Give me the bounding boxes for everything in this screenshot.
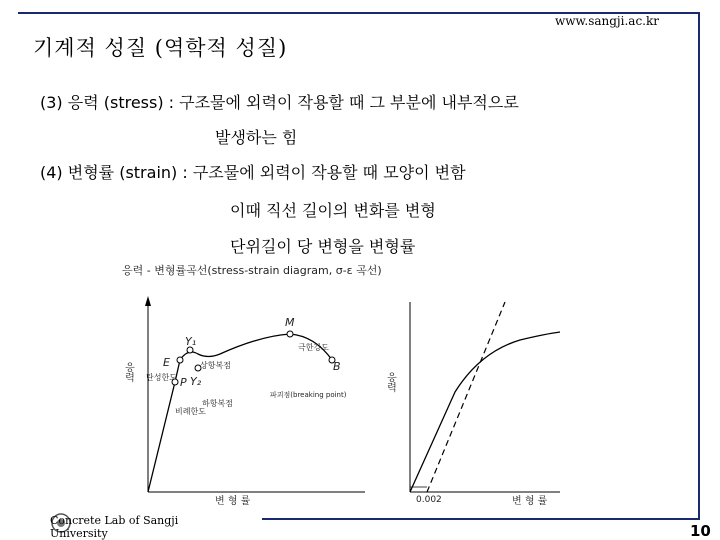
label-B: B	[333, 360, 341, 373]
left-y-arrow	[145, 296, 151, 306]
point-ultimate	[287, 331, 293, 337]
right-curve	[410, 332, 560, 492]
point-elastic	[177, 357, 183, 363]
stress-definition-line2: 발생하는 힘	[215, 128, 298, 147]
right-rule	[698, 12, 700, 520]
label-lower-yield: 하항복점	[202, 399, 233, 408]
left-x-label: 변 형 률	[215, 496, 251, 507]
offset-line	[427, 302, 505, 492]
stress-strain-diagram	[120, 262, 560, 517]
label-Y1: Y₁	[185, 335, 197, 348]
footer-rule	[262, 518, 700, 520]
site-url[interactable]: www.sangji.ac.kr	[555, 14, 659, 28]
page-number: 10	[690, 522, 711, 540]
strain-definition-line2: 이때 직선 길이의 변화를 변형	[230, 201, 436, 220]
label-ultimate-strength: 극한강도	[298, 343, 329, 352]
right-x-label: 변 형 률	[512, 496, 548, 507]
strain-definition-line1: (4) 변형률 (strain) : 구조물에 외력이 작용할 때 모양이 변함	[40, 163, 466, 182]
label-M: M	[285, 316, 295, 329]
label-P: P	[180, 376, 187, 389]
label-breaking-point: 파괴점(breaking point)	[270, 391, 347, 399]
strain-definition-line3: 단위길이 당 변형을 변형률	[230, 237, 416, 256]
footer-lab-name: Concrete Lab of Sangji University	[50, 514, 179, 540]
slide-title: 기계적 성질 (역학적 성질)	[33, 36, 288, 60]
left-y-label: 응력	[122, 362, 134, 382]
right-y-label: 응력	[384, 372, 396, 392]
label-Y2: Y₂	[190, 375, 202, 388]
label-E: E	[163, 356, 170, 369]
label-elastic-limit: 탄성한도	[146, 373, 177, 382]
stress-definition-line1: (3) 응력 (stress) : 구조물에 외력이 작용할 때 그 부분에 내부적으로	[40, 93, 519, 112]
offset-value: 0.002	[416, 495, 442, 505]
figure-caption: 응력 - 변형률곡선(stress-strain diagram, σ-ε 곡선)	[122, 264, 382, 277]
label-proportional-limit: 비례한도	[175, 407, 206, 416]
label-upper-yield: 상항복점	[200, 361, 231, 370]
